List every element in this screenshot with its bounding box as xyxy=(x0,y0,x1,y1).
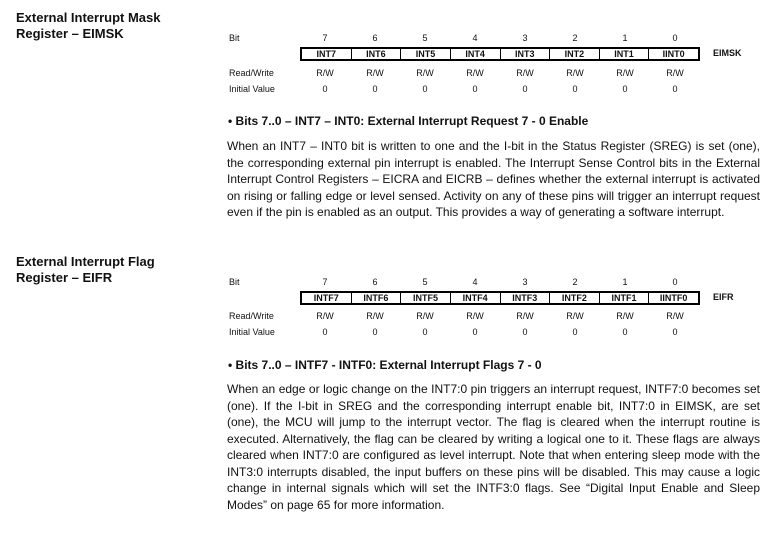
row-label-bit: Bit xyxy=(229,33,240,43)
bit-name-cell: INTF2 xyxy=(549,293,599,303)
bit-description-heading: • Bits 7..0 – INT7 – INT0: External Interrupt Request 7 - 0 Enable xyxy=(228,114,589,128)
section-title-line1: External Interrupt Flag xyxy=(16,254,155,269)
register-diagram-eifr xyxy=(229,277,769,367)
section-title-line2: Register – EIFR xyxy=(16,270,113,285)
bit-number-cell: 6 xyxy=(372,33,378,43)
bit-number-cell: 3 xyxy=(522,277,528,287)
bit-name-cell: INT7 xyxy=(316,49,337,59)
initial-value-cell: 0 xyxy=(372,84,378,94)
bit-description-paragraph: When an edge or logic change on the INT7:0 pin triggers an interrupt request, INTF7:0 becomes set (one). If the I-bit in SREG and the corresponding interrupt enable bit, INT7:0 in EIMSK, are set (one), the MCU will jump to the interrupt vector. The flag is cleared when the interrupt routine is executed. Alternatively, the flag can be cleared by writing a logical one to it. These flags are always cleared when INT7:0 are configured as level interrupt. Note that when entering sleep mode with the INT3:0 interrupts disabled, the input buffers on these pins will be disabled. This may cause a logic change in internal signals which will set the INTF3:0 flags. See “Digital Input Enable and Sleep Modes” on page 65 for more information. xyxy=(227,382,760,512)
bit-name-cell: INT3 xyxy=(500,49,550,59)
bit-number-cell: 3 xyxy=(522,33,528,43)
row-label-read-write: Read/Write xyxy=(229,68,274,78)
read-write-cell: R/W xyxy=(616,68,634,78)
section-title-line1: External Interrupt Mask xyxy=(16,10,161,25)
bit-name-cell: INTF7 xyxy=(313,293,339,303)
initial-value-cell: 0 xyxy=(322,84,328,94)
initial-value-cell: 0 xyxy=(322,327,328,337)
initial-value-cell: 0 xyxy=(522,327,528,337)
bit-number-cell: 6 xyxy=(372,277,378,287)
read-write-cell: R/W xyxy=(516,68,534,78)
read-write-cell: R/W xyxy=(416,311,434,321)
bit-description-paragraph: When an INT7 – INT0 bit is written to one and the I-bit in the Status Register (SREG) is set (one), the corresponding external pin interrupt is enabled. The Interrupt Sense Control bits in the External Interrupt Control Registers – EICRA and EICRB – defines whether the external interrupt is activated on rising or falling edge or level sensed. Activity on any of these pins will trigger an interrupt request even if the pin is enabled as an output. This provides a way of generating a software interrupt. xyxy=(227,139,760,219)
bit-name-cell: INT1 xyxy=(599,49,649,59)
bit-name-cell: IINT0 xyxy=(648,49,698,59)
initial-value-cell: 0 xyxy=(522,84,528,94)
read-write-cell: R/W xyxy=(566,68,584,78)
bit-name-cell: INT2 xyxy=(549,49,599,59)
section-title-eifr xyxy=(16,254,216,286)
initial-value-cell: 0 xyxy=(472,327,478,337)
bit-number-cell: 7 xyxy=(322,33,328,43)
bit-number-cell: 0 xyxy=(672,33,678,43)
read-write-cell: R/W xyxy=(466,68,484,78)
read-write-cell: R/W xyxy=(616,311,634,321)
bit-name-cell: INT4 xyxy=(450,49,500,59)
section-title-line2: Register – EIMSK xyxy=(16,26,124,41)
bit-number-cell: 0 xyxy=(672,277,678,287)
read-write-cell: R/W xyxy=(316,311,334,321)
bit-name-cell: INTF5 xyxy=(400,293,450,303)
bit-name-cell: INT5 xyxy=(400,49,450,59)
initial-value-cell: 0 xyxy=(422,84,428,94)
read-write-cell: R/W xyxy=(466,311,484,321)
read-write-cell: R/W xyxy=(416,68,434,78)
row-label-read-write: Read/Write xyxy=(229,311,274,321)
bit-description-heading: • Bits 7..0 – INTF7 - INTF0: External Interrupt Flags 7 - 0 xyxy=(228,358,542,372)
initial-value-cell: 0 xyxy=(372,327,378,337)
bit-number-cell: 5 xyxy=(422,33,428,43)
bit-number-cell: 1 xyxy=(622,277,628,287)
bit-name-row xyxy=(300,47,700,61)
bit-number-cell: 2 xyxy=(572,33,578,43)
register-name: EIMSK xyxy=(713,48,742,58)
row-label-bit: Bit xyxy=(229,277,240,287)
initial-value-cell: 0 xyxy=(572,84,578,94)
bit-name-row xyxy=(300,291,700,305)
read-write-cell: R/W xyxy=(316,68,334,78)
initial-value-cell: 0 xyxy=(572,327,578,337)
read-write-cell: R/W xyxy=(666,68,684,78)
bit-name-cell: INTF4 xyxy=(450,293,500,303)
read-write-cell: R/W xyxy=(566,311,584,321)
bit-name-cell: IINTF0 xyxy=(648,293,698,303)
initial-value-cell: 0 xyxy=(672,84,678,94)
read-write-cell: R/W xyxy=(366,311,384,321)
bit-number-cell: 7 xyxy=(322,277,328,287)
read-write-cell: R/W xyxy=(516,311,534,321)
register-diagram-eimsk xyxy=(229,33,769,123)
initial-value-cell: 0 xyxy=(672,327,678,337)
bit-number-cell: 1 xyxy=(622,33,628,43)
initial-value-cell: 0 xyxy=(622,84,628,94)
bit-number-cell: 2 xyxy=(572,277,578,287)
read-write-cell: R/W xyxy=(366,68,384,78)
bit-number-cell: 4 xyxy=(472,277,478,287)
bit-number-cell: 4 xyxy=(472,33,478,43)
bit-number-cell: 5 xyxy=(422,277,428,287)
bit-name-cell: INTF3 xyxy=(500,293,550,303)
bit-name-cell: INTF1 xyxy=(599,293,649,303)
bit-name-cell: INT6 xyxy=(351,49,401,59)
row-label-initial-value: Initial Value xyxy=(229,327,275,337)
register-name: EIFR xyxy=(713,292,734,302)
initial-value-cell: 0 xyxy=(422,327,428,337)
read-write-cell: R/W xyxy=(666,311,684,321)
section-title-eimsk xyxy=(16,10,216,42)
initial-value-cell: 0 xyxy=(472,84,478,94)
initial-value-cell: 0 xyxy=(622,327,628,337)
row-label-initial-value: Initial Value xyxy=(229,84,275,94)
bit-name-cell: INTF6 xyxy=(351,293,401,303)
